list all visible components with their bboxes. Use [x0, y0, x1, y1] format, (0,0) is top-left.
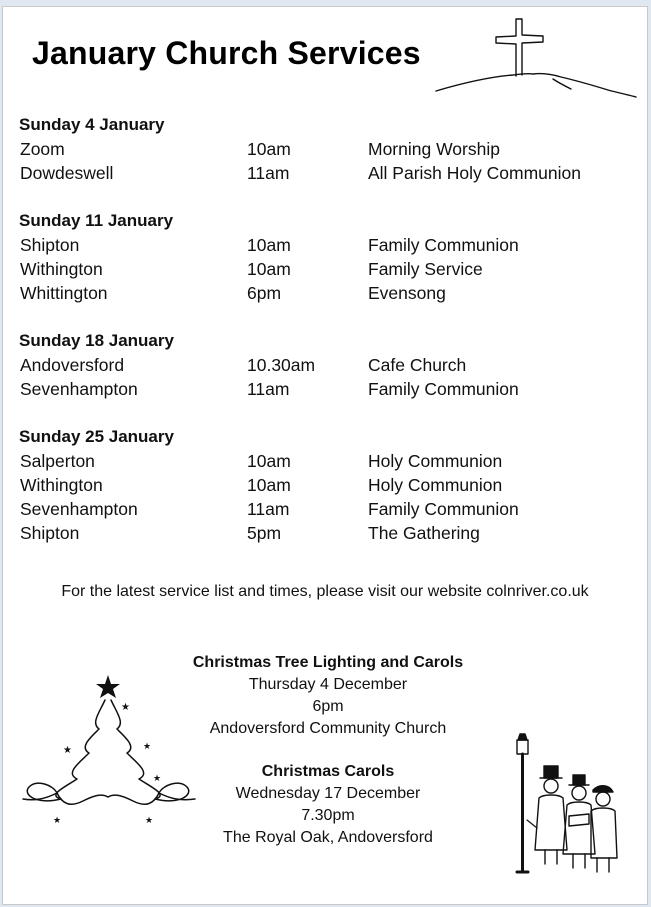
- service-type: The Gathering: [368, 523, 480, 543]
- service-row: [19, 281, 629, 305]
- service-time: 11am: [247, 379, 290, 399]
- service-place: Andoversford: [20, 355, 125, 375]
- service-time: 10am: [247, 139, 291, 159]
- day-heading: Sunday 4 January: [19, 115, 165, 134]
- website-note: For the latest service list and times, please visit our website colnriver.co.uk: [61, 583, 589, 600]
- service-day-section: [19, 329, 629, 401]
- service-day-section: [19, 425, 629, 545]
- service-time: 10am: [247, 235, 291, 255]
- event-location: The Royal Oak, Andoversford: [223, 829, 433, 846]
- service-place: Sevenhampton: [20, 379, 138, 399]
- service-row: [19, 257, 629, 281]
- service-time: 10am: [247, 475, 291, 495]
- service-time: 10am: [247, 451, 291, 471]
- service-place: Sevenhampton: [20, 499, 138, 519]
- service-type: All Parish Holy Communion: [368, 163, 581, 183]
- event-time: 6pm: [312, 698, 344, 715]
- service-type: Holy Communion: [368, 475, 503, 495]
- event-block: [163, 761, 493, 849]
- service-type: Morning Worship: [368, 139, 500, 159]
- service-row: [19, 521, 629, 545]
- event-block: [163, 652, 493, 740]
- service-time: 6pm: [247, 283, 282, 303]
- service-place: Zoom: [20, 139, 65, 159]
- service-day-section: [19, 209, 629, 305]
- page-title: January Church Services: [32, 35, 421, 71]
- day-heading: Sunday 18 January: [19, 331, 174, 350]
- service-place: Shipton: [20, 523, 80, 543]
- service-time: 11am: [247, 163, 290, 183]
- event-location: Andoversford Community Church: [209, 720, 447, 737]
- svg-text:★: ★: [153, 773, 162, 783]
- service-row: [19, 353, 629, 377]
- carol-singers-icon: [503, 732, 619, 882]
- hill-cross-icon: [433, 11, 639, 103]
- event-title: Christmas Tree Lighting and Carols: [192, 654, 464, 671]
- service-place: Withington: [20, 259, 103, 279]
- service-day-section: [19, 113, 629, 185]
- day-heading: Sunday 25 January: [19, 427, 174, 446]
- service-place: Dowdeswell: [20, 163, 114, 183]
- service-row: [19, 449, 629, 473]
- day-heading: Sunday 11 January: [19, 211, 174, 230]
- service-time: 10am: [247, 259, 291, 279]
- service-type: Family Service: [368, 259, 483, 279]
- service-type: Family Communion: [368, 499, 519, 519]
- service-row: [19, 497, 629, 521]
- service-type: Family Communion: [368, 235, 519, 255]
- svg-text:★: ★: [63, 745, 72, 756]
- service-place: Salperton: [20, 451, 95, 471]
- service-row: [19, 473, 629, 497]
- service-time: 10.30am: [247, 355, 316, 375]
- newsletter-page: [2, 6, 648, 905]
- service-type: Evensong: [368, 283, 446, 303]
- service-type: Cafe Church: [368, 355, 467, 375]
- svg-text:★: ★: [143, 741, 152, 751]
- service-time: 11am: [247, 499, 290, 519]
- service-place: Withington: [20, 475, 103, 495]
- event-date: Thursday 4 December: [248, 676, 408, 693]
- event-title: Christmas Carols: [261, 763, 395, 780]
- event-date: Wednesday 17 December: [235, 785, 421, 802]
- svg-text:★: ★: [53, 815, 62, 823]
- service-row: [19, 161, 629, 185]
- service-time: 5pm: [247, 523, 282, 543]
- service-type: Holy Communion: [368, 451, 503, 471]
- service-row: [19, 137, 629, 161]
- svg-text:★: ★: [145, 815, 154, 823]
- service-row: [19, 233, 629, 257]
- service-row: [19, 377, 629, 401]
- christmas-events: [163, 652, 493, 870]
- svg-text:★: ★: [121, 702, 130, 713]
- event-time: 7.30pm: [301, 807, 355, 824]
- service-schedule: [19, 113, 629, 569]
- service-type: Family Communion: [368, 379, 519, 399]
- service-place: Whittington: [20, 283, 108, 303]
- service-place: Shipton: [20, 235, 80, 255]
- christmas-tree-icon: [17, 673, 199, 823]
